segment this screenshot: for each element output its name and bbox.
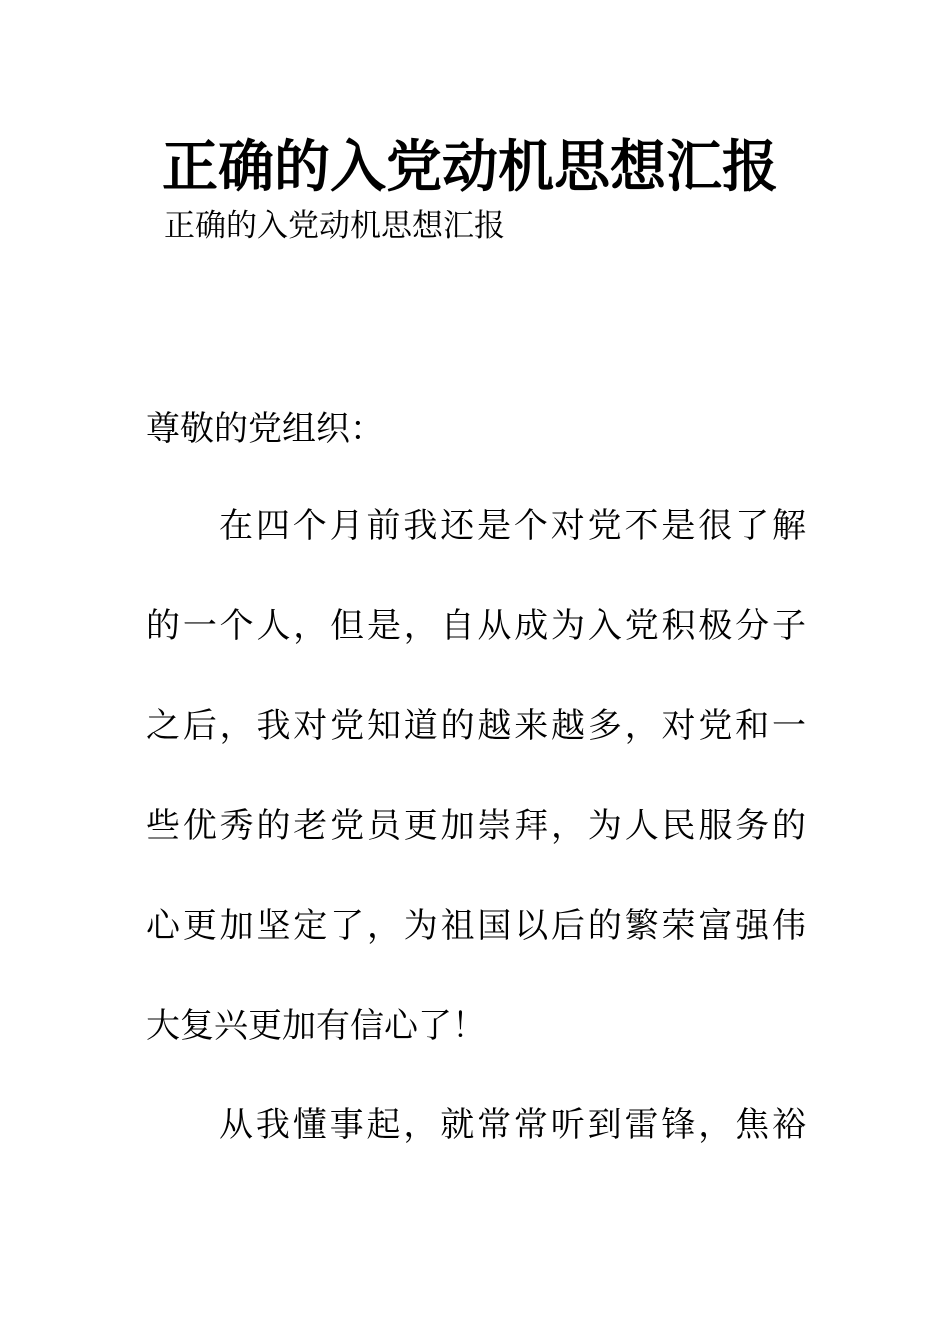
document-title: 正确的入党动机思想汇报 [162,135,778,200]
paragraph-line-5: 心更加坚定了，为祖国以后的繁荣富强伟 [146,906,806,946]
paragraph-line-1: 在四个月前我还是个对党不是很了解 [219,506,806,546]
paragraph-line-3: 之后，我对党知道的越来越多，对党和一 [146,706,806,746]
paragraph-line-6: 大复兴更加有信心了！ [146,1006,486,1046]
paragraph-line-2: 的一个人，但是，自从成为入党积极分子 [146,606,806,646]
paragraph-line-4: 些优秀的老党员更加崇拜，为人民服务的 [146,806,806,846]
salutation: 尊敬的党组织： [146,409,384,449]
document-subtitle: 正确的入党动机思想汇报 [164,208,505,244]
paragraph-line-7: 从我懂事起，就常常听到雷锋，焦裕 [219,1105,806,1145]
